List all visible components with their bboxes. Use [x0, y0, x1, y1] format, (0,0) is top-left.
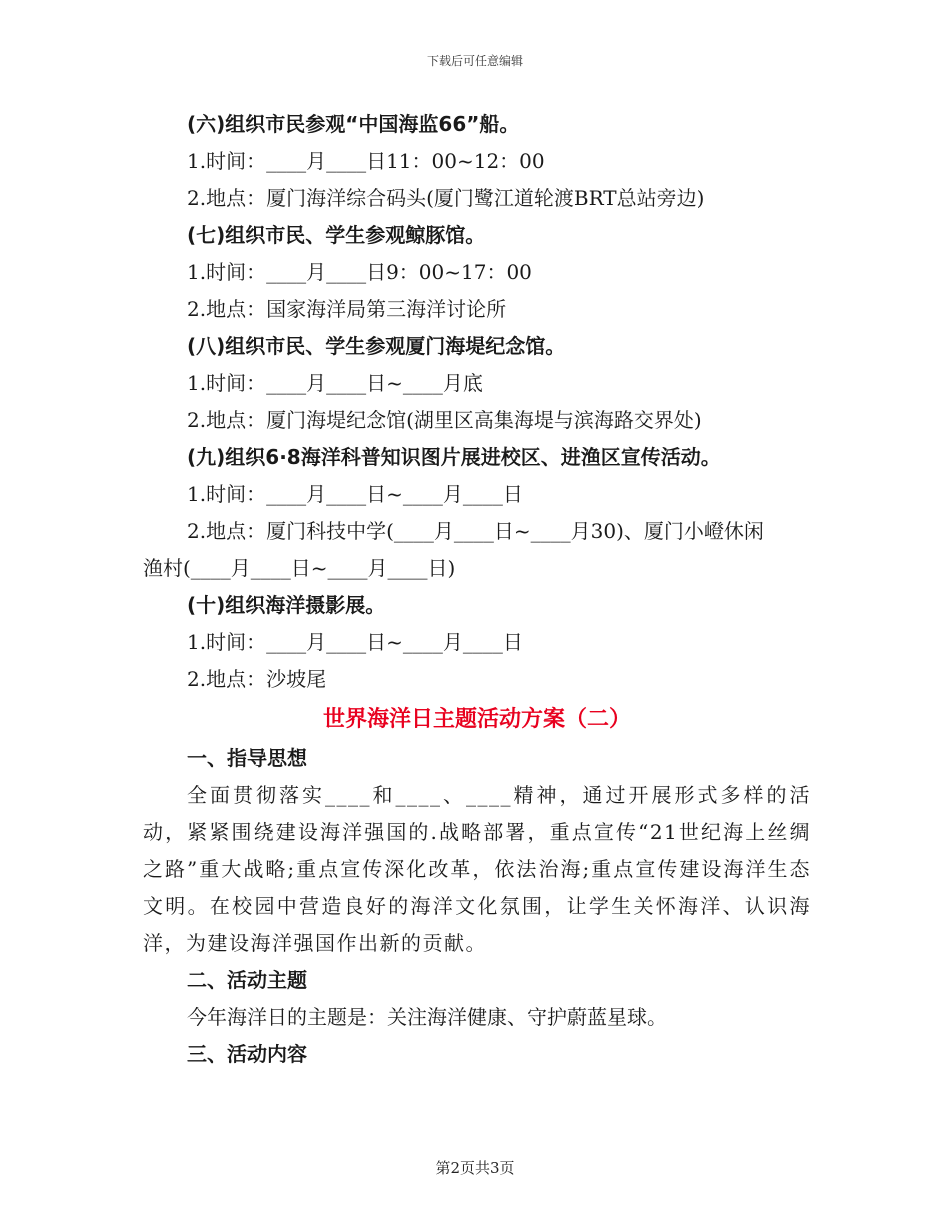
page-header-note: 下载后可任意编辑 — [426, 54, 523, 68]
section-heading-theme: 二、活动主题 — [187, 968, 307, 992]
section-heading-guiding-thought: 一、指导思想 — [187, 746, 307, 770]
item-place: 2.地点：沙坡尾 — [187, 667, 327, 691]
item-place: 2.地点：厦门海洋综合码头(厦门鹭江道轮渡BRT总站旁边) — [187, 186, 705, 210]
item-heading: (十)组织海洋摄影展。 — [187, 593, 386, 617]
paragraph-guiding-thought: 全面贯彻落实____和____、____精神，通过开展形式多样的活动，紧紧围绕建设海洋强国的.战略部署，重点宣传“21世纪海上丝绸之路”重大战略;重点宣传深化改革，依法治海;重点宣传建设海洋生态文明。在校园中营造良好的海洋文化氛围，让学生关怀海洋、认识海洋，为建设海洋强国作出新的贡献。 — [143, 783, 811, 955]
item-place-line1: 2.地点：厦门科技中学(____月____日~____月30)、厦门小嶝休闲 — [187, 519, 764, 543]
item-time: 1.时间：____月____日~____月____日 — [187, 630, 523, 654]
item-time: 1.时间：____月____日~____月____日 — [187, 482, 523, 506]
item-heading: (六)组织市民参观“中国海监66”船。 — [187, 112, 520, 136]
document-body — [143, 106, 811, 1073]
paragraph-theme: 今年海洋日的主题是：关注海洋健康、守护蔚蓝星球。 — [187, 1005, 667, 1029]
item-time: 1.时间：____月____日9：00~17：00 — [187, 260, 532, 284]
item-place: 2.地点：厦门海堤纪念馆(湖里区高集海堤与滨海路交界处) — [187, 408, 702, 432]
section-heading-content: 三、活动内容 — [187, 1042, 307, 1066]
item-place: 2.地点：国家海洋局第三海洋讨论所 — [187, 297, 507, 321]
item-heading: (七)组织市民、学生参观鲸豚馆。 — [187, 223, 486, 247]
document-title: 世界海洋日主题活动方案（二） — [322, 707, 631, 732]
page-footer-number: 第2页共3页 — [435, 1159, 515, 1177]
item-place-line2: 渔村(____月____日~____月____日) — [143, 556, 456, 580]
item-time: 1.时间：____月____日11：00~12：00 — [187, 149, 545, 173]
item-heading: (九)组织6·8海洋科普知识图片展进校区、进渔区宣传活动。 — [187, 445, 721, 469]
item-heading: (八)组织市民、学生参观厦门海堤纪念馆。 — [187, 334, 566, 358]
item-time: 1.时间：____月____日~____月底 — [187, 371, 483, 395]
